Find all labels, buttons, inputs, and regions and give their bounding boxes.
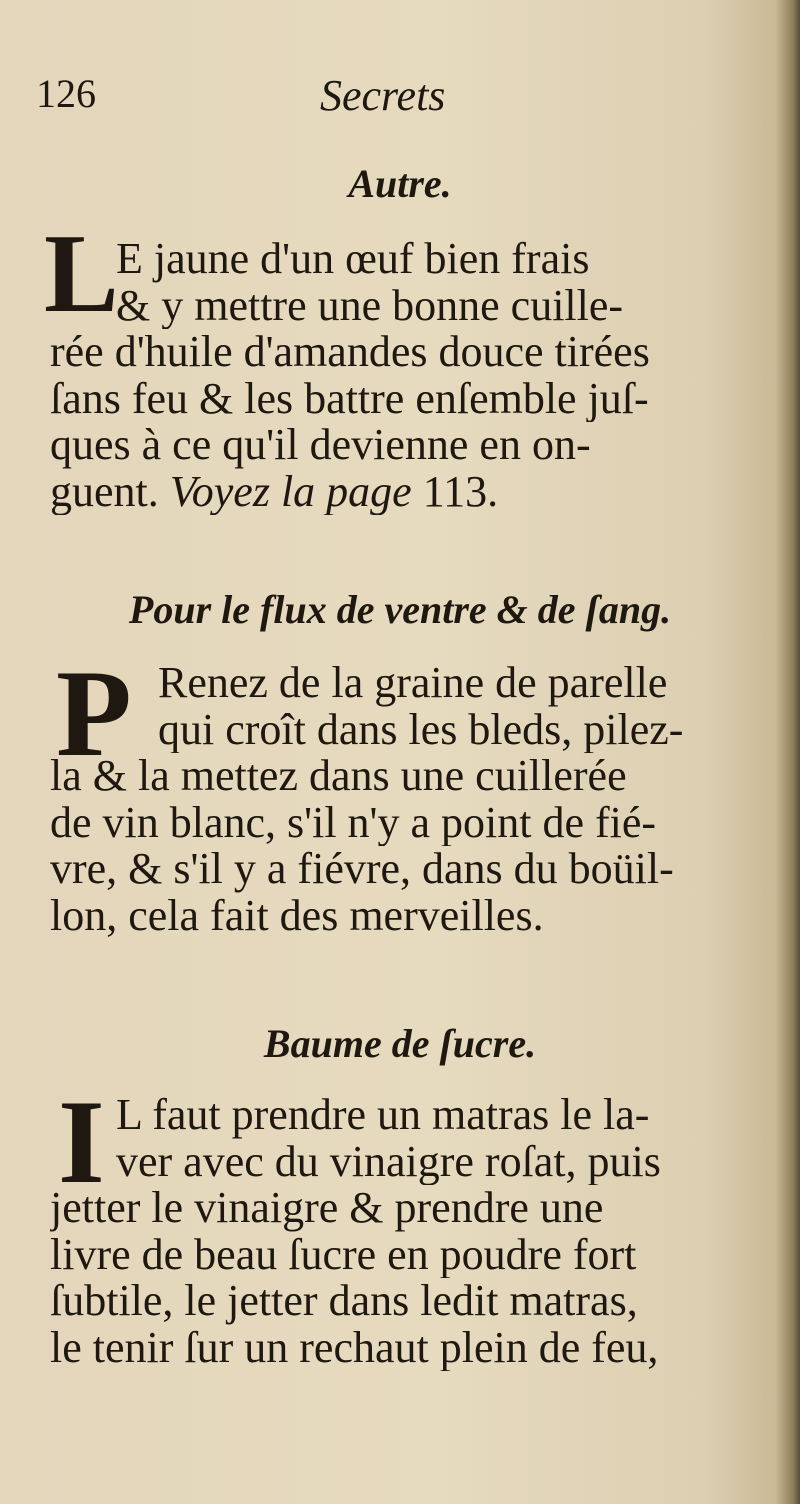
text-line: E jaune d'un œuf bien frais xyxy=(116,236,590,283)
text-line: qui croît dans les bleds, pilez- xyxy=(158,706,684,753)
paragraph xyxy=(50,236,762,515)
text-line: lon, cela fait des merveilles. xyxy=(50,892,544,939)
drop-cap: I xyxy=(58,1075,105,1208)
text-line xyxy=(50,469,762,516)
text-line: ver avec du vinaigre roſat, puis xyxy=(116,1138,661,1185)
text-line: vre, & s'il y a fiévre, dans du boüil- xyxy=(50,846,674,893)
drop-cap: L xyxy=(44,212,119,336)
text-line: livre de beau ſucre en poudre fort xyxy=(50,1231,637,1278)
text-line: & y mettre une bonne cuille- xyxy=(116,282,624,329)
text-line: rée d'huile d'amandes douce tirées xyxy=(50,329,650,376)
text-line: le tenir ſur un rechaut plein de feu, xyxy=(50,1324,659,1371)
section-heading: Pour le flux de ventre & de ſang. xyxy=(128,587,672,632)
text-line: de vin blanc, s'il n'y a point de fié- xyxy=(50,799,657,846)
drop-cap: P xyxy=(56,645,132,782)
paragraph xyxy=(50,1092,762,1371)
text-line: la & la mettez dans une cuillerée xyxy=(50,753,627,800)
paragraph xyxy=(50,660,762,939)
text-line: jetter le vinaigre & prendre une xyxy=(50,1185,604,1232)
text-fragment: guent. xyxy=(50,468,159,515)
text-line: ques à ce qu'il devienne en on- xyxy=(50,422,591,469)
reference-page: 113. xyxy=(422,468,499,515)
section-heading: Autre. xyxy=(348,161,452,206)
page-header xyxy=(36,70,756,130)
text-line: L faut prendre un matras le la- xyxy=(116,1092,650,1139)
page-number: 126 xyxy=(36,71,96,116)
running-head: Secrets xyxy=(320,71,446,120)
text-line: ſubtile, le jetter dans ledit matras, xyxy=(50,1278,638,1325)
page-edge xyxy=(776,0,800,1504)
text-line: Renez de la graine de parelle xyxy=(158,660,668,707)
section-heading: Baume de ſucre. xyxy=(263,1021,537,1066)
text-line: ſans feu & les battre enſemble juſ- xyxy=(50,375,649,422)
cross-reference: Voyez la page xyxy=(169,468,412,515)
